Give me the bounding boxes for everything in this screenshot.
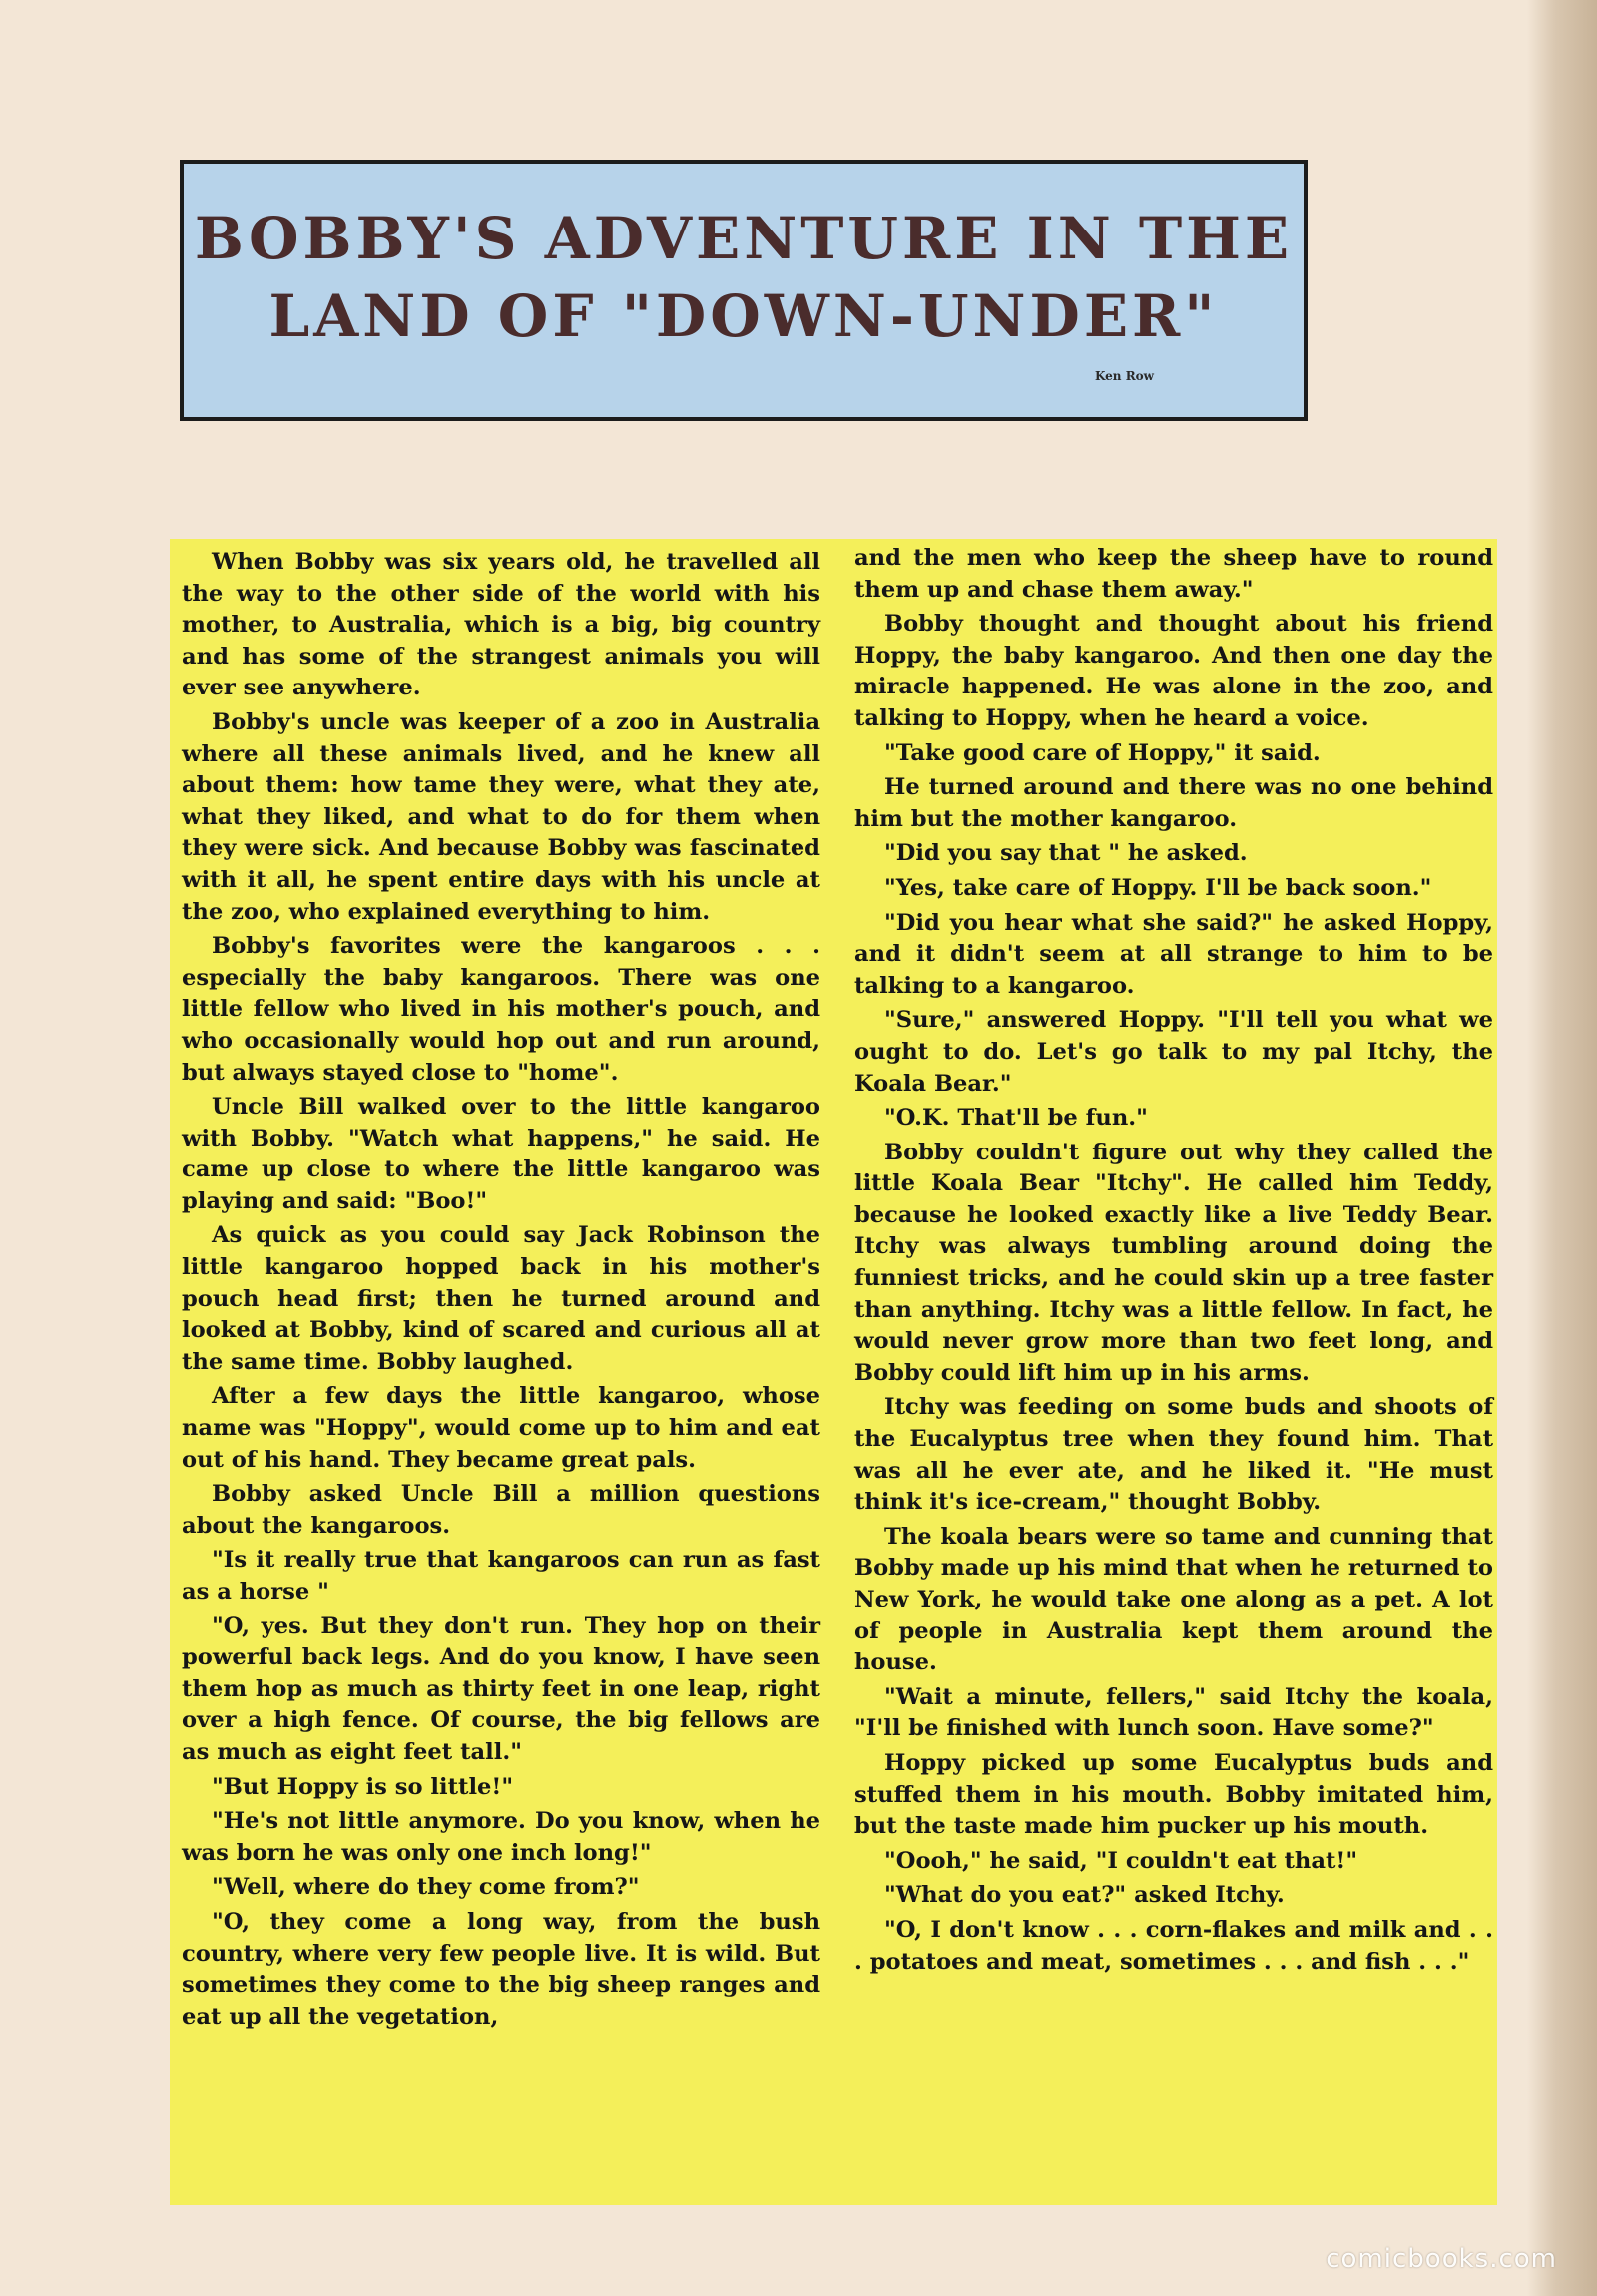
paragraph: Bobby's favorites were the kangaroos . . . especially the baby kangaroos. There was one little fellow who lived in his mother's pouch, and who occasionally would hop out and run around, but always stayed close to "home". <box>182 933 820 1086</box>
left-column <box>182 547 820 2036</box>
author-signature: Ken Row <box>1094 369 1154 383</box>
paragraph: "O.K. That'll be fun." <box>884 1105 1148 1132</box>
paragraph: After a few days the little kangaroo, whose name was "Hoppy", would come up to him and eat out of his hand. They became great pals. <box>182 1383 820 1473</box>
paragraph: "What do you eat?" asked Itchy. <box>884 1882 1285 1909</box>
page-edge <box>1527 0 1597 2296</box>
paragraph: "Sure," answered Hoppy. "I'll tell you what we ought to do. Let's go talk to my pal Itchy, the Koala Bear." <box>854 1007 1493 1097</box>
paragraph: "Yes, take care of Hoppy. I'll be back soon." <box>884 874 1432 901</box>
paragraph: The koala bears were so tame and cunning that Bobby made up his mind that when he returned to New York, he would take one along as a pet. A lot of people in Australia kept them around the house. <box>854 1523 1493 1676</box>
paragraph: As quick as you could say Jack Robinson the little kangaroo hopped back in his mother's pouch head first; then he turned around and looked at Bobby, kind of scared and curious all at the same time. Bobby laughed. <box>182 1222 820 1375</box>
paragraph: "O, they come a long way, from the bush country, where very few people live. It is wild. But sometimes they come to the big sheep ranges and eat up all the vegetation, <box>182 1908 820 2030</box>
paragraph: Hoppy picked up some Eucalyptus buds and stuffed them in his mouth. Bobby imitated him, but the taste made him pucker up his mouth. <box>854 1749 1493 1840</box>
paragraph-continued: and the men who keep the sheep have to round them up and chase them away." <box>854 545 1493 603</box>
paragraph: "He's not little anymore. Do you know, when he was born he was only one inch long!" <box>182 1808 820 1866</box>
paragraph: "Wait a minute, fellers," said Itchy the koala, "I'll be finished with lunch soon. Have some?" <box>854 1683 1493 1742</box>
title-line-2: LAND OF "DOWN-UNDER" <box>268 282 1219 350</box>
paragraph: Bobby thought and thought about his friend Hoppy, the baby kangaroo. And then one day the miracle happened. He was alone in the zoo, and talking to Hoppy, when he heard a voice. <box>854 611 1493 731</box>
paragraph: Uncle Bill walked over to the little kangaroo with Bobby. "Watch what happens," he said. He came up close to where the little kangaroo was playing and said: "Boo!" <box>182 1094 820 1214</box>
paragraph: Bobby couldn't figure out why they called the little Koala Bear "Itchy". He called him Teddy, because he looked exactly like a live Teddy Bear. Itchy was always tumbling around doing the funniest tricks, and he could skin up a tree faster than anything. Itchy was a little fellow. In fact, he would never grow more than two feet long, and Bobby could lift him up in his arms. <box>854 1139 1493 1386</box>
paragraph: He turned around and there was no one behind him but the mother kangaroo. <box>854 774 1493 832</box>
site-watermark: comicbooks.com <box>1326 2244 1557 2274</box>
story-text-box <box>170 539 1497 2205</box>
paragraph: "Oooh," he said, "I couldn't eat that!" <box>884 1847 1358 1874</box>
paragraph: "O, I don't know . . . corn-flakes and milk and . . . potatoes and meat, sometimes . . . and fish . . ." <box>854 1916 1493 1975</box>
paragraph: When Bobby was six years old, he travelled all the way to the other side of the world with his mother, to Australia, which is a big, big country and has some of the strangest animals you will ever see anywhere. <box>182 549 820 701</box>
paragraph: "Did you say that " he asked. <box>884 840 1248 867</box>
story-title <box>184 200 1304 355</box>
paragraph: Itchy was feeding on some buds and shoots of the Eucalyptus tree when they found him. That was all he ever ate, and he liked it. "He must think it's ice-cream," thought Bobby. <box>854 1394 1493 1516</box>
paragraph: "Did you hear what she said?" he asked Hoppy, and it didn't seem at all strange to him to be talking to a kangaroo. <box>854 909 1493 999</box>
paragraph: "But Hoppy is so little!" <box>212 1773 514 1800</box>
paragraph: "Well, where do they come from?" <box>212 1874 640 1901</box>
paragraph: "Is it really true that kangaroos can run as fast as a horse " <box>182 1547 820 1605</box>
paragraph: "Take good care of Hoppy," it said. <box>884 739 1321 766</box>
title-box <box>180 160 1308 421</box>
paragraph: "O, yes. But they don't run. They hop on their powerful back legs. And do you know, I have seen them hop as much as thirty feet in one leap, right over a high fence. Of course, the big fellows are as much as eight feet tall." <box>182 1612 820 1765</box>
title-line-1: BOBBY'S ADVENTURE IN THE <box>194 205 1294 272</box>
right-column <box>854 543 1493 1981</box>
paragraph: Bobby's uncle was keeper of a zoo in Australia where all these animals lived, and he knew all about them: how tame they were, what they ate, what they liked, and what to do for them when they were sick. And because Bobby was fascinated with it all, he spent entire days with his uncle at the zoo, who explained everything to him. <box>182 708 820 925</box>
paragraph: Bobby asked Uncle Bill a million questions about the kangaroos. <box>182 1481 820 1539</box>
